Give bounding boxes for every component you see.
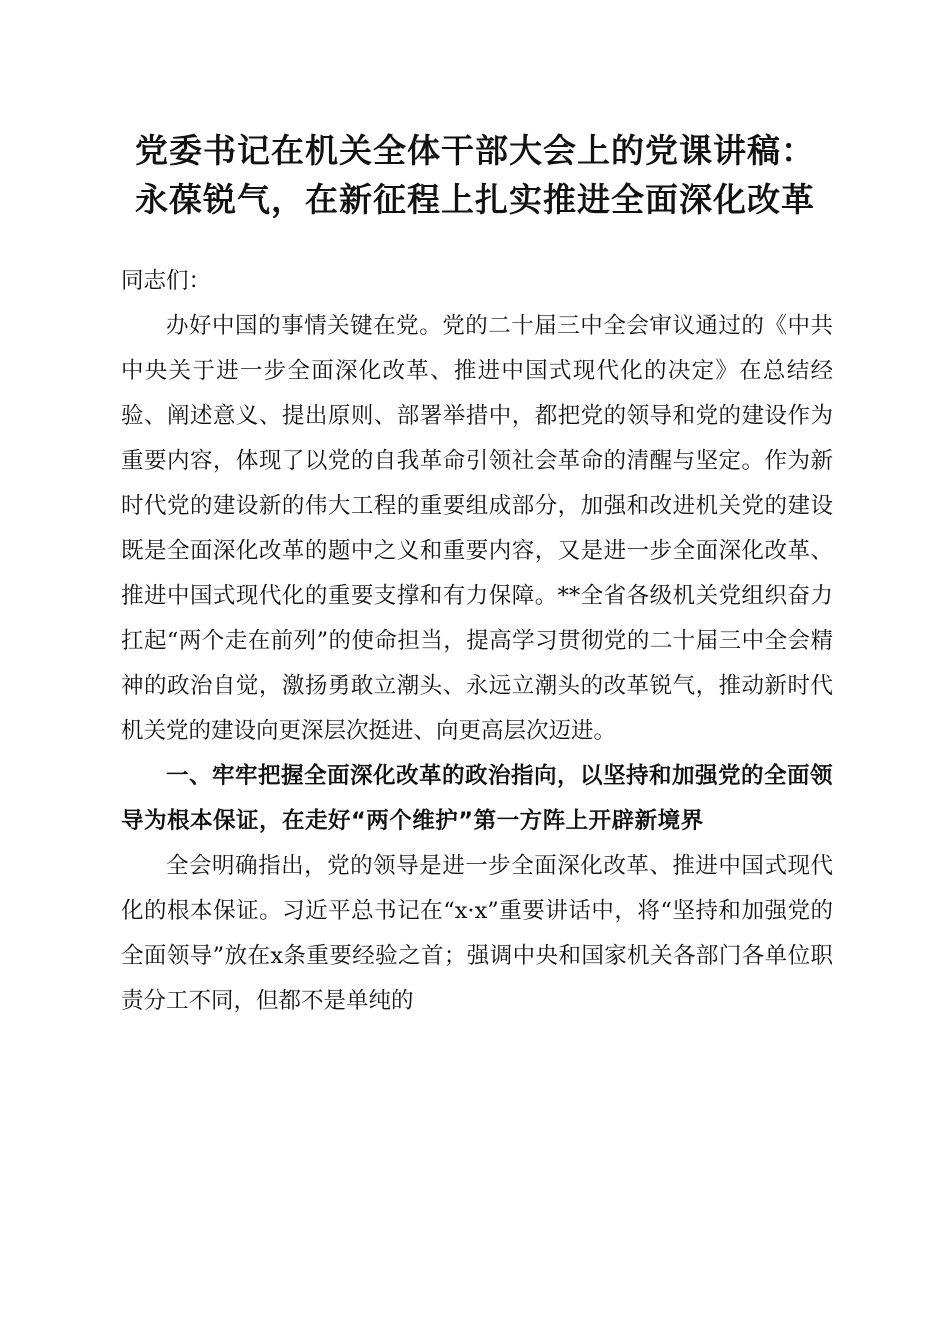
salutation: 同志们： <box>121 268 212 294</box>
document-body <box>121 259 833 1024</box>
paragraph-section-1: 全会明确指出，党的领导是进一步全面深化改革、推进中国式现代化的根本保证。习近平总书记在“x·x”重要讲话中，将“坚持和加强党的全面领导”放在x条重要经验之首；强调中央和国家机关各部门各单位职责分工不同，但都不是单纯的 <box>121 853 833 1014</box>
title-line-2: 永葆锐气，在新征程上扎实推进全面深化改革 <box>135 180 815 219</box>
document-title <box>100 126 850 224</box>
paragraph-intro: 办好中国的事情关键在党。党的二十届三中全会审议通过的《中共中央关于进一步全面深化改革、推进中国式现代化的决定》在总结经验、阐述意义、提出原则、部署举措中，都把党的领导和党的建设作为重要内容，体现了以党的自我革命引领社会革命的清醒与坚定。作为新时代党的建设新的伟大工程的重要组成部分，加强和改进机关党的建设既是全面深化改革的题中之义和重要内容，又是进一步全面深化改革、推进中国式现代化的重要支撑和有力保障。**全省各级机关党组织奋力扛起“两个走在前列”的使命担当，提高学习贯彻党的二十届三中全会精神的政治自觉，激扬勇敢立潮头、永远立潮头的改革锐气，推动新时代机关党的建设向更深层次挺进、向更高层次迈进。 <box>121 313 833 744</box>
title-line-1: 党委书记在机关全体干部大会上的党课讲稿： <box>135 131 815 170</box>
section-heading-1: 一、牢牢把握全面深化改革的政治指向，以坚持和加强党的全面领导为根本保证，在走好“两个维护”第一方阵上开辟新境界 <box>121 763 834 834</box>
